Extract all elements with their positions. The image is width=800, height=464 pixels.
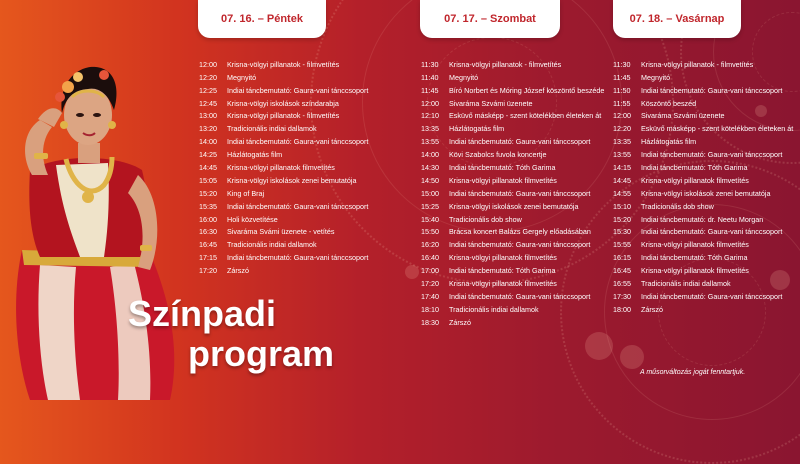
schedule-time: 14:00 bbox=[421, 150, 439, 160]
schedule-event: Indiai táncbemutató: Gaura-vani tánccsoport bbox=[449, 291, 591, 301]
schedule-time: 16:40 bbox=[421, 253, 439, 263]
schedule-time: 11:55 bbox=[613, 98, 631, 108]
schedule-event: Krisna-völgyi pillanatok filmvetítés bbox=[641, 240, 749, 250]
schedule-row bbox=[199, 187, 368, 200]
schedule-event: Megnyitó bbox=[641, 72, 671, 82]
schedule-event: Tradicionális dob show bbox=[449, 214, 522, 224]
schedule-row bbox=[421, 58, 604, 71]
schedule-event: Indiai táncbemutató: Gaura-vani tánccsoport bbox=[641, 291, 783, 301]
schedule-row bbox=[613, 264, 793, 277]
schedule-time: 14:55 bbox=[613, 188, 631, 198]
schedule-friday bbox=[199, 58, 368, 277]
schedule-row bbox=[199, 84, 368, 97]
schedule-time: 13:20 bbox=[199, 124, 217, 134]
schedule-event: Indiai táncbemutató: Gaura-vani tánccsoport bbox=[227, 137, 369, 147]
schedule-row bbox=[613, 226, 793, 239]
schedule-time: 13:55 bbox=[613, 150, 631, 160]
schedule-event: Sivaráma Szvámi üzenete bbox=[641, 111, 725, 121]
schedule-time: 16:55 bbox=[613, 278, 631, 288]
schedule-time: 14:00 bbox=[199, 137, 217, 147]
schedule-event: Indiai táncbemutató: Tóth Garima bbox=[641, 253, 748, 263]
schedule-row bbox=[199, 213, 368, 226]
schedule-event: Krisna-völgyi pillanatok - filmvetítés bbox=[449, 59, 562, 69]
schedule-event: Krisna-völgyi pillanatok filmvetítés bbox=[449, 278, 557, 288]
schedule-event: Indiai táncbemutató: Gaura-vani tánccsoport bbox=[641, 227, 783, 237]
schedule-row bbox=[613, 148, 793, 161]
schedule-event: Krisna-völgyi pillanatok - filmvetítés bbox=[227, 111, 340, 121]
bokeh-light bbox=[585, 332, 613, 360]
schedule-event: Esküvő másképp - szent kötelékben életeken át bbox=[641, 124, 794, 134]
schedule-event: Krisna-völgyi pillanatok filmvetítés bbox=[641, 266, 749, 276]
schedule-event: King of Braj bbox=[227, 188, 265, 198]
schedule-event: Indiai táncbemutató: Gaura-vani tánccsoport bbox=[641, 85, 783, 95]
schedule-event: Indiai táncbemutató: Tóth Garima bbox=[449, 266, 556, 276]
schedule-event: Esküvő másképp - szent kötelékben életeken át bbox=[449, 111, 602, 121]
schedule-row bbox=[613, 135, 793, 148]
schedule-event: Indiai táncbemutató: Gaura-vani tánccsoport bbox=[449, 137, 591, 147]
schedule-time: 16:20 bbox=[421, 240, 439, 250]
schedule-row bbox=[199, 135, 368, 148]
schedule-event: Kövi Szabolcs fuvola koncertje bbox=[449, 150, 547, 160]
schedule-time: 17:20 bbox=[421, 278, 439, 288]
schedule-row bbox=[199, 97, 368, 110]
schedule-event: Krisna-völgyi iskolások zenei bemutatója bbox=[641, 188, 771, 198]
schedule-row bbox=[613, 84, 793, 97]
schedule-row bbox=[421, 135, 604, 148]
schedule-event: Holi közvetítése bbox=[227, 214, 278, 224]
schedule-time: 16:45 bbox=[199, 240, 217, 250]
schedule-row bbox=[613, 110, 793, 123]
schedule-event: Köszöntő beszéd bbox=[641, 98, 697, 108]
schedule-event: Indiai táncbemutató: Gaura-vani tánccsoport bbox=[227, 201, 369, 211]
schedule-row bbox=[613, 251, 793, 264]
schedule-row bbox=[613, 71, 793, 84]
schedule-time: 11:45 bbox=[421, 85, 439, 95]
schedule-time: 18:00 bbox=[613, 304, 631, 314]
schedule-event: Sivaráma Szvámi üzenete bbox=[449, 98, 533, 108]
schedule-time: 14:15 bbox=[613, 162, 631, 172]
schedule-time: 15:20 bbox=[199, 188, 217, 198]
schedule-time: 11:30 bbox=[613, 59, 631, 69]
schedule-time: 12:20 bbox=[199, 72, 217, 82]
disclaimer-note: A műsorváltozás jogát fenntartjuk. bbox=[640, 369, 746, 376]
schedule-event: Indiai táncbemutató: Gaura-vani tánccsoport bbox=[641, 150, 783, 160]
schedule-row bbox=[199, 58, 368, 71]
schedule-row bbox=[199, 110, 368, 123]
schedule-row bbox=[421, 187, 604, 200]
schedule-row bbox=[421, 148, 604, 161]
schedule-event: Krisna-völgyi pillanatok filmvetítés bbox=[227, 162, 335, 172]
schedule-row bbox=[421, 71, 604, 84]
schedule-row bbox=[421, 316, 604, 329]
schedule-event: Házlátogatás film bbox=[227, 150, 283, 160]
schedule-event: Zárszó bbox=[449, 317, 471, 327]
schedule-row bbox=[199, 200, 368, 213]
schedule-event: Krisna-völgyi iskolások zenei bemutatója bbox=[227, 175, 357, 185]
schedule-event: Indiai táncbemutató: Tóth Garima bbox=[449, 162, 556, 172]
schedule-row bbox=[613, 200, 793, 213]
schedule-sunday bbox=[613, 58, 793, 316]
schedule-time: 12:25 bbox=[199, 85, 217, 95]
schedule-time: 15:55 bbox=[613, 240, 631, 250]
schedule-row bbox=[199, 251, 368, 264]
schedule-time: 18:10 bbox=[421, 304, 439, 314]
schedule-time: 16:30 bbox=[199, 227, 217, 237]
schedule-row bbox=[613, 290, 793, 303]
page-title bbox=[128, 294, 334, 374]
schedule-event: Krisna-völgyi pillanatok filmvetítés bbox=[449, 253, 557, 263]
schedule-row bbox=[421, 97, 604, 110]
bokeh-light bbox=[405, 265, 419, 279]
schedule-event: Tradicionális indiai dallamok bbox=[227, 124, 317, 134]
schedule-event: Brácsa koncert Balázs Gergely előadásában bbox=[449, 227, 591, 237]
schedule-time: 11:45 bbox=[613, 72, 631, 82]
schedule-time: 17:30 bbox=[613, 291, 631, 301]
schedule-time: 17:00 bbox=[421, 266, 439, 276]
schedule-event: Krisna-völgyi pillanatok - filmvetítés bbox=[641, 59, 754, 69]
schedule-time: 11:50 bbox=[613, 85, 631, 95]
schedule-event: Indiai táncbemutató: Gaura-vani tánccsoport bbox=[449, 188, 591, 198]
schedule-time: 16:15 bbox=[613, 253, 631, 263]
schedule-event: Zárszó bbox=[227, 266, 249, 276]
schedule-event: Házlátogatás film bbox=[449, 124, 505, 134]
schedule-saturday bbox=[421, 58, 604, 329]
schedule-event: Megnyitó bbox=[227, 72, 257, 82]
schedule-event: Krisna-völgyi iskolások zenei bemutatója bbox=[449, 201, 579, 211]
schedule-time: 12:10 bbox=[421, 111, 439, 121]
schedule-event: Tradicionális indiai dallamok bbox=[641, 278, 731, 288]
schedule-row bbox=[421, 290, 604, 303]
schedule-row bbox=[199, 174, 368, 187]
schedule-row bbox=[613, 187, 793, 200]
schedule-row bbox=[421, 277, 604, 290]
schedule-event: Indiai táncbemutató: Tóth Garima bbox=[641, 162, 748, 172]
bokeh-light bbox=[620, 345, 644, 369]
schedule-event: Sivaráma Svámi üzenete - vetítés bbox=[227, 227, 335, 237]
schedule-time: 15:05 bbox=[199, 175, 217, 185]
schedule-event: Zárszó bbox=[641, 304, 663, 314]
schedule-time: 14:50 bbox=[421, 175, 439, 185]
schedule-row bbox=[613, 277, 793, 290]
schedule-event: Krisna-völgyi iskolások színdarabja bbox=[227, 98, 339, 108]
schedule-time: 12:20 bbox=[613, 124, 631, 134]
schedule-row bbox=[421, 303, 604, 316]
schedule-time: 16:00 bbox=[199, 214, 217, 224]
schedule-time: 15:30 bbox=[613, 227, 631, 237]
schedule-time: 12:00 bbox=[613, 111, 631, 121]
schedule-time: 15:40 bbox=[421, 214, 439, 224]
schedule-event: Indiai táncbemutató: Gaura-vani tánccsoport bbox=[227, 85, 369, 95]
schedule-time: 12:00 bbox=[421, 98, 439, 108]
schedule-row bbox=[199, 226, 368, 239]
schedule-time: 14:45 bbox=[199, 162, 217, 172]
schedule-time: 12:00 bbox=[199, 59, 217, 69]
schedule-time: 13:00 bbox=[199, 111, 217, 121]
schedule-time: 13:35 bbox=[613, 137, 631, 147]
schedule-time: 17:20 bbox=[199, 266, 217, 276]
schedule-row bbox=[421, 213, 604, 226]
schedule-time: 14:30 bbox=[421, 162, 439, 172]
schedule-row bbox=[421, 264, 604, 277]
schedule-time: 13:55 bbox=[421, 137, 439, 147]
schedule-time: 15:35 bbox=[199, 201, 217, 211]
schedule-row bbox=[199, 238, 368, 251]
schedule-row bbox=[421, 200, 604, 213]
title-line-2: program bbox=[188, 333, 335, 374]
schedule-time: 16:45 bbox=[613, 266, 631, 276]
schedule-row bbox=[613, 122, 793, 135]
schedule-event: Krisna-völgyi pillanatok filmvetítés bbox=[641, 175, 749, 185]
schedule-row bbox=[199, 264, 368, 277]
schedule-time: 15:00 bbox=[421, 188, 439, 198]
schedule-row bbox=[613, 303, 793, 316]
day-header-sunday: 07. 18. – Vasárnap bbox=[613, 0, 741, 38]
schedule-time: 14:45 bbox=[613, 175, 631, 185]
schedule-time: 11:30 bbox=[421, 59, 439, 69]
schedule-time: 15:20 bbox=[613, 214, 631, 224]
schedule-row bbox=[613, 213, 793, 226]
schedule-row bbox=[613, 238, 793, 251]
schedule-row bbox=[613, 161, 793, 174]
schedule-row bbox=[421, 174, 604, 187]
schedule-event: Krisna-völgyi pillanatok filmvetítés bbox=[449, 175, 557, 185]
schedule-event: Megnyitó bbox=[449, 72, 479, 82]
schedule-row bbox=[421, 110, 604, 123]
schedule-row bbox=[421, 251, 604, 264]
schedule-event: Indiai táncbemutató: Gaura-vani tánccsoport bbox=[449, 240, 591, 250]
schedule-event: Indiai táncbemutató: Gaura-vani tánccsoport bbox=[227, 253, 369, 263]
schedule-time: 17:40 bbox=[421, 291, 439, 301]
schedule-time: 13:35 bbox=[421, 124, 439, 134]
schedule-time: 11:40 bbox=[421, 72, 439, 82]
schedule-row bbox=[421, 161, 604, 174]
schedule-time: 18:30 bbox=[421, 317, 439, 327]
schedule-time: 15:25 bbox=[421, 201, 439, 211]
schedule-event: Indiai táncbemutató: dr. Neetu Morgan bbox=[641, 214, 764, 224]
schedule-time: 12:45 bbox=[199, 98, 217, 108]
schedule-row bbox=[421, 226, 604, 239]
schedule-event: Bíró Norbert és Móring József köszöntő beszéde bbox=[449, 85, 605, 95]
schedule-event: Tradicionális indiai dallamok bbox=[449, 304, 539, 314]
schedule-event: Tradicionális indiai dallamok bbox=[227, 240, 317, 250]
schedule-event: Házlátogatás film bbox=[641, 137, 697, 147]
schedule-time: 15:10 bbox=[613, 201, 631, 211]
day-header-friday: 07. 16. – Péntek bbox=[198, 0, 326, 38]
schedule-row bbox=[199, 148, 368, 161]
schedule-event: Krisna-völgyi pillanatok - filmvetítés bbox=[227, 59, 340, 69]
day-header-saturday: 07. 17. – Szombat bbox=[420, 0, 560, 38]
schedule-time: 14:25 bbox=[199, 150, 217, 160]
schedule-row bbox=[421, 122, 604, 135]
schedule-time: 15:50 bbox=[421, 227, 439, 237]
schedule-time: 17:15 bbox=[199, 253, 217, 263]
schedule-row bbox=[613, 58, 793, 71]
schedule-row bbox=[613, 174, 793, 187]
schedule-row bbox=[421, 238, 604, 251]
title-line-1: Színpadi bbox=[128, 293, 277, 334]
schedule-row bbox=[199, 161, 368, 174]
schedule-row bbox=[613, 97, 793, 110]
schedule-row bbox=[421, 84, 604, 97]
schedule-row bbox=[199, 122, 368, 135]
schedule-event: Tradicionális dob show bbox=[641, 201, 714, 211]
schedule-row bbox=[199, 71, 368, 84]
